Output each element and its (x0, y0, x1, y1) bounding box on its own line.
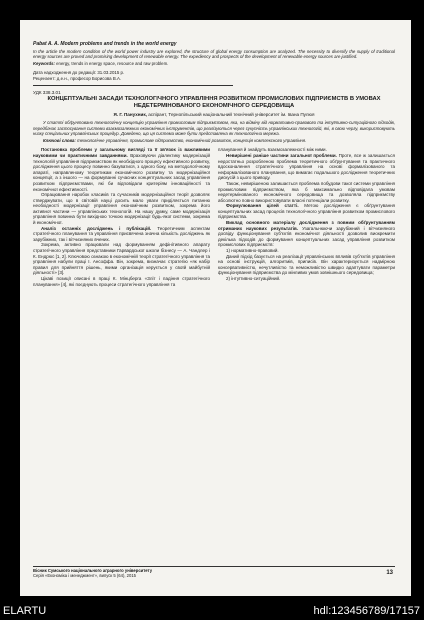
paragraph-text: планування й знайдуть взаємозалежності між ними. (218, 147, 327, 153)
received-date: Дата надходження до редакції: 31.03.2015 р. (33, 70, 125, 76)
paragraph-lead: Аналіз останніх досліджень і публікацій. (41, 225, 152, 231)
section-divider (33, 85, 233, 86)
repository-label: ELARTU (3, 605, 47, 617)
reviewer: Рецензент: д.е.н., професор Борисова В.А. (33, 76, 122, 82)
article-keywords (33, 138, 395, 144)
keywords-label: Keywords: (33, 60, 55, 66)
paragraph (33, 226, 210, 243)
paragraph (218, 276, 395, 282)
paragraph (218, 203, 395, 220)
journal-name: Вісник Сумського національного аграрного університету (33, 567, 153, 573)
paragraph (33, 192, 210, 226)
paragraph-lead: Невирішені раніше частини загальної проблеми. (226, 152, 337, 158)
paragraph-text: Проте, все ж залишається недостатньо розробленою проблема теоретичного обґрунтування та практичного вдосконалення стратегічного управління на основі формалізованого та неформалізованого планування, що вимагає подальшого дослідження теоретичних дискусій з цього приводу. (218, 152, 395, 181)
paragraph-lead: Виклад основного матеріалу дослідження з повним обґрунтуванням отриманих наукових результатів. (218, 220, 395, 231)
abstract-body: In the article the modern condition of the world power industry are explored, the structure of global energy consumption are analyzed. The necessity to diversify the supply of traditional energy sources are proved and promising development of renewable energy. The expediency and prospects of the development of renewable energy sources are justified. (33, 48, 395, 60)
article-title: КОНЦЕПТУАЛЬНІ ЗАСАДИ ТЕХНОЛОГІЧНОГО УПРАВЛІННЯ РОЗВИТКОМ ПРОМИСЛОВИХ ПІДПРИЄМСТВ В УМОВАХ НЕДЕТЕРМІНОВАНОГО ЕКОНОМІЧНОГО СЕРЕДОВИЩА (47, 95, 381, 109)
paragraph-text: Даний підхід базується на реалізації управлінських впливів суб'єктів управління на основі інструкцій, алгоритмів, приписів. Він характеризується надмірною консервативністю, нечутливістю та неможливістю швидко адаптувати параметри функціонування підприємства до мінливих умов зовнішнього середовища; (218, 253, 395, 276)
previous-article-abstract (33, 42, 395, 66)
paragraph-text: Опрацювання наробок класиків та сучасників модернізаційної теорії дозволяє стверджувати, що в світовій науці досить мало уваги приділяється питанню необхідності модернізації управління економічним розвитком, зокрема його активної частини — управлінських технологій. На нашу думку, саме модернізація управління повинна бути вихідною точкою модернізації будь-якої системи, зокрема й економічної. (33, 192, 210, 226)
paragraph-text: Зокрема, активно працювали над формуванням дефінітивного апарату стратегічного управління представники Гарвардської школи бізнесу — А. Чандлер і К. Ендрюс [1, 2]. Ключовою ознакою в економічній теорії стратегічного управління та управління набули праці І. Ансоффа. Він, зокрема, визначає стратегію «як набір правил для прийняття рішень, якими організація керується у своїй майбутній діяльності» [3]. (33, 242, 210, 276)
body-columns (33, 147, 395, 287)
article-author (33, 112, 395, 117)
handle-identifier: hdl:123456789/17157 (313, 605, 420, 617)
journal-series: Серія «Економіка і менеджмент», випуск 5 (64), 2015 (33, 572, 136, 578)
author-name: Я. Г. Панухник, (113, 111, 147, 117)
abstract-keywords (33, 61, 395, 67)
paragraph-text: 1) нормативно-правовий. (226, 248, 279, 254)
paragraph-text: 2) інтуїтивно-ситуаційний. (226, 276, 281, 281)
paragraph-text: Метою дослідження є обґрунтування концептуальних засад процесів технологічного управління розвитком промислового підприємства. (218, 203, 395, 220)
right-column (218, 147, 395, 287)
page-footer (33, 566, 395, 578)
paragraph-lead: Постановка проблеми у загальному вигляді та її зв'язок із важливими науковими чи практичними завданнями. (33, 147, 210, 158)
paragraph-text: Також, невирішеною залишається проблема побудови такої системи управління промисловим підприємством, яка б максимально відповідала умовам недетермінованого економічного середовища та дозволяла підприємству абсолютно повно використовувати власні потенціали розвитку. (218, 180, 395, 203)
article-abstract: У статті обґрунтовано технологічну концепцію управління промисловим підприємством, яка, на відміну від нормативно-правового та інтуїтивно-ситуаційного підходів, передбачає застосування системи взаємозалежних економічних інструментів, що реалізуються через сукупність управлінських технологій, які, в свою чергу, використовують низку спеціальних управлінських процедур. Доведено, що ця система може бути представлена як технологічна мережа. (33, 119, 395, 137)
paragraph (33, 147, 210, 192)
paragraph (33, 276, 210, 287)
paragraph-text: Узагальнюючи зарубіжний і вітчизняного досвіду функціонування суб'єктів економічної діяльності дозволив виокремити декілька підходів до формування концептуальних засад управління розвитком промислових підприємств: (218, 225, 395, 248)
paragraph-text: Враховуючи діалектику модернізацій технологій управління підприємством як необхідного процесу ефективного розвитку, дослідження цього процесу повинно базуватися, з одного боку, на методологічному апараті, направленому теоретикам економічного розвитку та модернізаційної концепції, а з іншого — на формуванні сучасних концептуальних засад управління розвитком підприємствами, які би відповідали критеріям інноваційності та економічної ефективності. (33, 152, 210, 192)
article-keywords-text: технологічне управління, промислове підприємство, економічний розвиток, концепція комплексного управління. (77, 137, 307, 143)
paragraph-text: Цікаві позиції описані в праці К. Мінцберга «Зліт і падіння стратегічного планування» [4], які поєднують процеси стратегічного управління та (33, 276, 210, 287)
paragraph-text: Теоретичним аспектам стратегічного планування та управління присвячена значна кількість досліджень як зарубіжних, так і вітчизняних вчених. (33, 225, 210, 242)
keywords-text: energy, trends in energy space, resource and raw problem. (56, 60, 169, 66)
left-column (33, 147, 210, 287)
paragraph (33, 242, 210, 276)
author-affiliation: аспірант, Тернопільський національний технічний університет ім. Івана Пулюя (148, 111, 315, 117)
paragraph (218, 181, 395, 203)
paragraph (218, 254, 395, 276)
abstract-title: Pabat A. A. Modern problems and trends in the world energy (33, 41, 177, 47)
editorial-meta (33, 70, 395, 82)
paragraph (218, 220, 395, 248)
udk-code: УДК 338.3.01 (33, 89, 61, 95)
page-number: 13 (386, 570, 393, 576)
journal-page (20, 20, 411, 596)
paragraph (218, 153, 395, 181)
paragraph-lead: Формулювання цілей статті. (226, 203, 299, 209)
article-keywords-label: Ключові слова: (43, 137, 76, 143)
